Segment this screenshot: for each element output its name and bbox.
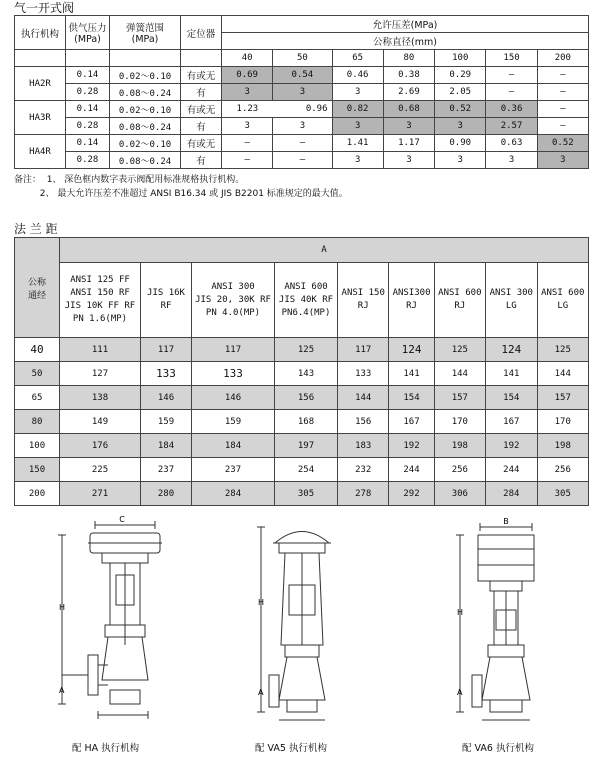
table-row: 50 127 133 133 143 133 141 144 141 144 bbox=[15, 362, 589, 386]
note-line: 2、 最大允许压差不准超过 ANSI B16.34 或 JIS B2201 标准规定的最大值。 bbox=[14, 189, 348, 199]
section-title-flange-distance: 法 兰 距 bbox=[14, 222, 58, 236]
header-nominal-diameter: 公称直径(mm) bbox=[222, 33, 589, 50]
col-header: ANSI 600 RJ bbox=[434, 263, 485, 338]
table-row: 65 138 146 146 156 144 154 157 154 157 bbox=[15, 386, 589, 410]
dn-header: 80 bbox=[383, 50, 434, 67]
table-row: 40 111 117 117 125 117 124 125 124 125 bbox=[15, 338, 589, 362]
actuator-name: HA2R bbox=[15, 67, 66, 101]
note-line: 备注： 1、 深色框内数字表示阀配用标准规格执行机构。 bbox=[14, 175, 245, 185]
dim-label-h: H bbox=[59, 603, 66, 612]
table-row: HA4R 0.14 0.02～0.10 有或无 – – 1.41 1.17 0.90 0.63 0.52 bbox=[15, 135, 589, 152]
table-row: 80 149 159 159 168 156 167 170 167 170 bbox=[15, 410, 589, 434]
col-header: JIS 16K RF bbox=[141, 263, 192, 338]
col-header: ANSI 300 LG bbox=[486, 263, 537, 338]
table-row: 0.28 0.08～0.24 有 3 3 3 3 3 2.57 – bbox=[15, 118, 589, 135]
allowable-pressure-table bbox=[14, 15, 589, 169]
header-dn: 公称 通经 bbox=[15, 238, 60, 338]
dim-label-a: A bbox=[59, 686, 65, 695]
col-header: ANSI300 RJ bbox=[389, 263, 434, 338]
table-row: HA2R 0.14 0.02～0.10 有或无 0.69 0.54 0.46 0.38 0.29 – – bbox=[15, 67, 589, 84]
header-actuator: 执行机构 bbox=[15, 16, 66, 50]
dn-header: 150 bbox=[486, 50, 537, 67]
header-supply: 供气压力 (MPa) bbox=[66, 16, 110, 50]
dn-header: 200 bbox=[537, 50, 588, 67]
table-row: 0.28 0.08～0.24 有 – – 3 3 3 3 3 bbox=[15, 152, 589, 169]
table-row: HA3R 0.14 0.02～0.10 有或无 1.23 0.96 0.82 0.68 0.52 0.36 – bbox=[15, 101, 589, 118]
section-title-air-open-valve: 气一开式阀 bbox=[14, 1, 75, 15]
notes bbox=[14, 173, 348, 201]
col-header: ANSI 300 JIS 20, 30K RF PN 4.0(MP) bbox=[192, 263, 275, 338]
table-row: 200 271 280 284 305 278 292 306 284 305 bbox=[15, 482, 589, 506]
valve-drawing-va5 bbox=[255, 515, 345, 730]
dim-label-h: H bbox=[457, 608, 464, 617]
caption-va6: 配 VA6 执行机构 bbox=[462, 743, 534, 754]
table-row: 150 225 237 237 254 232 244 256 244 256 bbox=[15, 458, 589, 482]
dn-header: 50 bbox=[273, 50, 332, 67]
dim-label-c: C bbox=[119, 515, 125, 524]
col-header: ANSI 600 JIS 40K RF PN6.4(MP) bbox=[275, 263, 338, 338]
header-allowable-diff: 允许压差(MPa) bbox=[222, 16, 589, 33]
actuator-name: HA4R bbox=[15, 135, 66, 169]
dim-label-h: H bbox=[258, 598, 265, 607]
col-header: ANSI 125 FF ANSI 150 RF JIS 10K FF RF PN 1.6(MP) bbox=[60, 263, 141, 338]
header-positioner: 定位器 bbox=[181, 16, 222, 50]
table-row: 100 176 184 184 197 183 192 198 192 198 bbox=[15, 434, 589, 458]
valve-drawing-ha bbox=[50, 515, 180, 730]
dn-header: 100 bbox=[435, 50, 486, 67]
dim-label-a: A bbox=[258, 688, 264, 697]
actuator-name: HA3R bbox=[15, 101, 66, 135]
caption-va5: 配 VA5 执行机构 bbox=[255, 743, 327, 754]
col-header: ANSI 600 LG bbox=[537, 263, 588, 338]
header-A: A bbox=[60, 238, 589, 263]
dn-header: 40 bbox=[222, 50, 273, 67]
dim-label-b: B bbox=[503, 517, 509, 526]
header-spring: 弹簧范围 (MPa) bbox=[110, 16, 181, 50]
table-row: 0.28 0.08～0.24 有 3 3 3 2.69 2.05 – – bbox=[15, 84, 589, 101]
valve-drawing-va6 bbox=[450, 515, 550, 730]
flange-distance-table bbox=[14, 237, 589, 506]
caption-ha: 配 HA 执行机构 bbox=[72, 743, 140, 754]
col-header: ANSI 150 RJ bbox=[338, 263, 389, 338]
dim-label-a: A bbox=[457, 688, 463, 697]
dn-header: 65 bbox=[332, 50, 383, 67]
